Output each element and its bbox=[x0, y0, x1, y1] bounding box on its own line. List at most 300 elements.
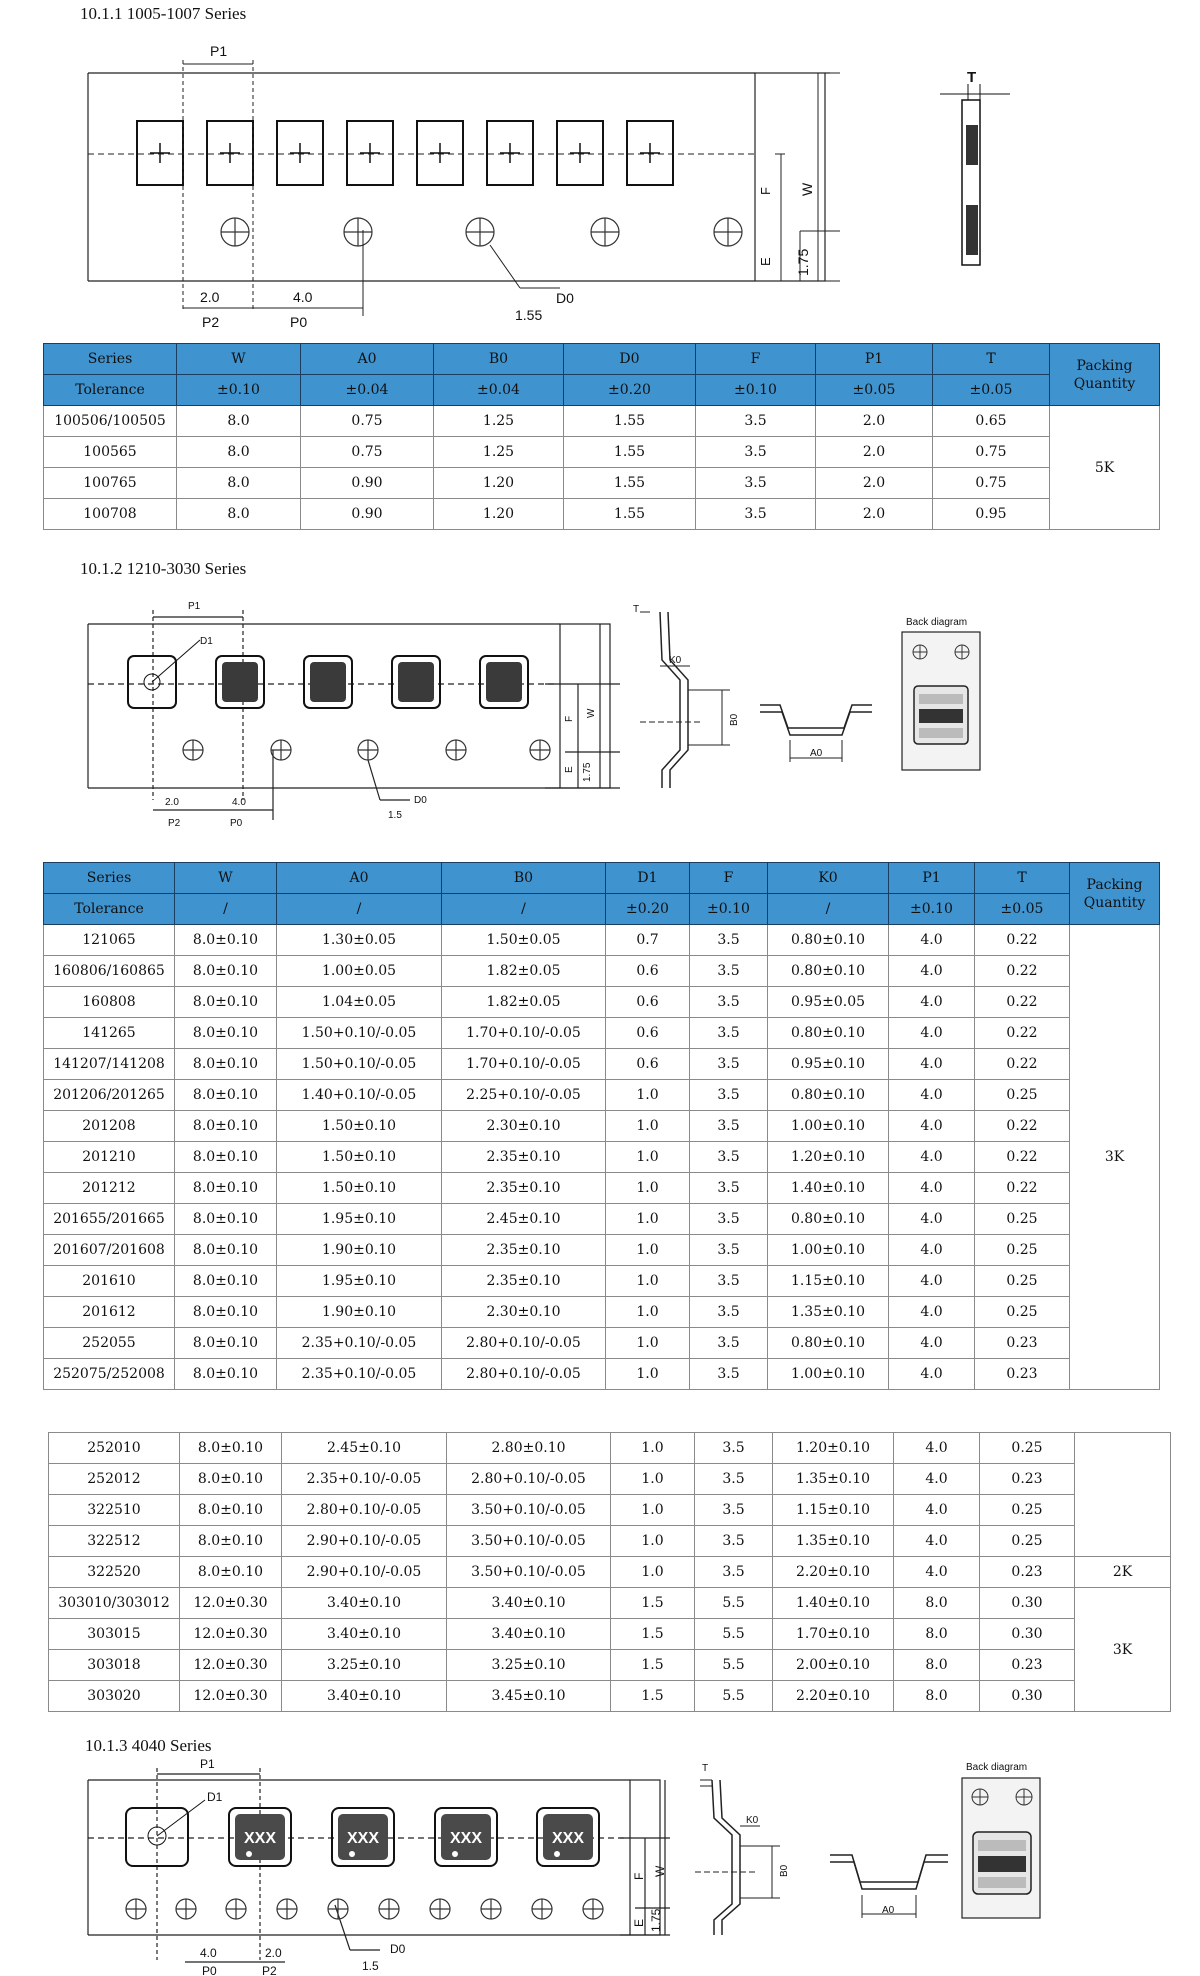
table-cell: 1.35±0.10 bbox=[773, 1464, 894, 1495]
column-header: W bbox=[175, 863, 277, 894]
table-cell: 0.22 bbox=[975, 1049, 1070, 1080]
w-label: W bbox=[586, 708, 597, 718]
f-label: F bbox=[758, 187, 773, 195]
table-cell: 4.0 bbox=[894, 1495, 980, 1526]
table-cell: 4.0 bbox=[889, 1111, 975, 1142]
table-cell: 1.0 bbox=[611, 1495, 695, 1526]
table-cell: 160808 bbox=[44, 987, 175, 1018]
table-cell: 2.90+0.10/-0.05 bbox=[282, 1557, 447, 1588]
table-cell: 4.0 bbox=[889, 1328, 975, 1359]
table-cell: 0.22 bbox=[975, 956, 1070, 987]
table-cell: 4.0 bbox=[894, 1464, 980, 1495]
marking-text: XXX bbox=[346, 1830, 380, 1847]
b0-label: B0 bbox=[779, 1864, 790, 1877]
table-cell: 1.90±0.10 bbox=[277, 1235, 442, 1266]
table-cell: 1.90±0.10 bbox=[277, 1297, 442, 1328]
table-cell: 1.40±0.10 bbox=[773, 1588, 894, 1619]
table-cell: 0.75 bbox=[301, 437, 434, 468]
table-cell: 4.0 bbox=[889, 1142, 975, 1173]
dim-1-75: 1.75 bbox=[795, 248, 811, 276]
table-cell: 8.0 bbox=[177, 499, 301, 530]
table-cell: 252012 bbox=[49, 1464, 180, 1495]
e-label: E bbox=[758, 257, 773, 266]
table-cell: 3.40±0.10 bbox=[447, 1619, 611, 1650]
table-cell: 201610 bbox=[44, 1266, 175, 1297]
packing-quantity-header: Packing Quantity bbox=[1050, 344, 1160, 406]
table-cell: 0.25 bbox=[975, 1266, 1070, 1297]
tolerance-cell: / bbox=[277, 894, 442, 925]
table-cell: 3.5 bbox=[690, 1297, 768, 1328]
table-cell: 3.40±0.10 bbox=[282, 1619, 447, 1650]
column-header: B0 bbox=[442, 863, 606, 894]
dim-2-0: 2.0 bbox=[165, 797, 179, 808]
table-cell: 201206/201265 bbox=[44, 1080, 175, 1111]
table-cell: 0.25 bbox=[980, 1433, 1075, 1464]
table-cell: 1.82±0.05 bbox=[442, 956, 606, 987]
table-cell: 100565 bbox=[44, 437, 177, 468]
packing-quantity-cell: 5K bbox=[1050, 406, 1160, 530]
table-cell: 0.6 bbox=[606, 956, 690, 987]
column-header: A0 bbox=[277, 863, 442, 894]
p1-label: P1 bbox=[200, 1757, 215, 1771]
table-cell: 3.5 bbox=[695, 1526, 773, 1557]
table-cell: 0.25 bbox=[975, 1080, 1070, 1111]
table-cell: 1.0 bbox=[606, 1204, 690, 1235]
table-cell: 12.0±0.30 bbox=[180, 1650, 282, 1681]
table-cell: 3.25±0.10 bbox=[282, 1650, 447, 1681]
table-cell: 1.0 bbox=[611, 1464, 695, 1495]
table-cell: 0.95±0.10 bbox=[768, 1049, 889, 1080]
table-cell: 1.15±0.10 bbox=[768, 1266, 889, 1297]
tolerance-cell: ±0.05 bbox=[933, 375, 1050, 406]
tolerance-cell: / bbox=[442, 894, 606, 925]
f-label: F bbox=[632, 1872, 646, 1880]
table-cell: 1.70+0.10/-0.05 bbox=[442, 1049, 606, 1080]
table-cell: 303018 bbox=[49, 1650, 180, 1681]
table-cell: 201607/201608 bbox=[44, 1235, 175, 1266]
table-cell: 1.25 bbox=[434, 406, 564, 437]
packing-quantity-header: Packing Quantity bbox=[1070, 863, 1160, 925]
table-cell: 2.35±0.10 bbox=[442, 1173, 606, 1204]
table-cell: 1.20 bbox=[434, 499, 564, 530]
e-label: E bbox=[632, 1918, 646, 1927]
table-cell: 1.95±0.10 bbox=[277, 1266, 442, 1297]
e-label: E bbox=[564, 766, 575, 773]
dim-1-75: 1.75 bbox=[649, 1908, 663, 1932]
table-cell: 1.82±0.05 bbox=[442, 987, 606, 1018]
table-cell: 8.0±0.10 bbox=[175, 1173, 277, 1204]
table-cell: 2.35±0.10 bbox=[442, 1266, 606, 1297]
table-cell: 2.80+0.10/-0.05 bbox=[447, 1464, 611, 1495]
table-cell: 5.5 bbox=[695, 1588, 773, 1619]
table-cell: 2.20±0.10 bbox=[773, 1681, 894, 1712]
back-diagram-label: Back diagram bbox=[906, 617, 968, 628]
table-cell: 1.40±0.10 bbox=[768, 1173, 889, 1204]
table-cell: 8.0 bbox=[894, 1619, 980, 1650]
table-cell: 4.0 bbox=[889, 1235, 975, 1266]
w-label: W bbox=[653, 1865, 667, 1877]
table-cell: 0.6 bbox=[606, 987, 690, 1018]
column-header: K0 bbox=[768, 863, 889, 894]
table-cell: 2.20±0.10 bbox=[773, 1557, 894, 1588]
column-header: D1 bbox=[606, 863, 690, 894]
table-cell: 8.0 bbox=[177, 406, 301, 437]
table-cell: 0.80±0.10 bbox=[768, 925, 889, 956]
table-cell: 1.20±0.10 bbox=[768, 1142, 889, 1173]
table-cell: 8.0±0.10 bbox=[175, 1359, 277, 1390]
table-cell: 4.0 bbox=[889, 1173, 975, 1204]
table-cell: 2.0 bbox=[816, 468, 933, 499]
section-title-4040: 10.1.3 4040 Series bbox=[85, 1736, 212, 1755]
table-cell: 3.5 bbox=[690, 1049, 768, 1080]
table-cell: 1.0 bbox=[606, 1297, 690, 1328]
f-label: F bbox=[564, 715, 575, 722]
table-cell: 4.0 bbox=[889, 1049, 975, 1080]
column-header: B0 bbox=[434, 344, 564, 375]
table-cell: 1.0 bbox=[606, 1142, 690, 1173]
table-cell: 2.35±0.10 bbox=[442, 1142, 606, 1173]
table-cell: 3.25±0.10 bbox=[447, 1650, 611, 1681]
table-cell: 3.5 bbox=[696, 437, 816, 468]
table-cell: 8.0±0.10 bbox=[175, 956, 277, 987]
table-cell: 0.25 bbox=[980, 1526, 1075, 1557]
table-cell: 100765 bbox=[44, 468, 177, 499]
tolerance-cell: ±0.20 bbox=[564, 375, 696, 406]
table-cell: 1.0 bbox=[611, 1526, 695, 1557]
table-cell: 1.95±0.10 bbox=[277, 1204, 442, 1235]
tolerance-cell: Tolerance bbox=[44, 894, 175, 925]
table-cell: 5.5 bbox=[695, 1650, 773, 1681]
table-cell: 0.23 bbox=[980, 1650, 1075, 1681]
table-cell: 4.0 bbox=[889, 925, 975, 956]
table-cell: 2.80+0.10/-0.05 bbox=[442, 1328, 606, 1359]
tolerance-cell: ±0.04 bbox=[434, 375, 564, 406]
k0-label: K0 bbox=[746, 1815, 759, 1826]
table-cell: 3.50+0.10/-0.05 bbox=[447, 1526, 611, 1557]
table-cell: 1.70±0.10 bbox=[773, 1619, 894, 1650]
table-cell: 3.5 bbox=[690, 987, 768, 1018]
table-cell: 8.0 bbox=[177, 437, 301, 468]
table-cell: 3.5 bbox=[690, 1142, 768, 1173]
table-cell: 1.00±0.05 bbox=[277, 956, 442, 987]
a0-label: A0 bbox=[810, 748, 823, 759]
column-header: P1 bbox=[816, 344, 933, 375]
section-title-1005: 10.1.1 1005-1007 Series bbox=[80, 4, 247, 23]
table-cell: 3.5 bbox=[695, 1433, 773, 1464]
table-cell: 3.40±0.10 bbox=[282, 1588, 447, 1619]
table-cell: 1.55 bbox=[564, 437, 696, 468]
table-cell: 3.45±0.10 bbox=[447, 1681, 611, 1712]
table-cell: 3.5 bbox=[695, 1495, 773, 1526]
d0-label: D0 bbox=[390, 1942, 406, 1956]
table-cell: 0.25 bbox=[975, 1297, 1070, 1328]
t-label: T bbox=[702, 1763, 709, 1774]
table-cell: 3.5 bbox=[690, 1018, 768, 1049]
table-cell: 3.5 bbox=[696, 499, 816, 530]
tolerance-cell: ±0.10 bbox=[889, 894, 975, 925]
table-cell: 1.5 bbox=[611, 1619, 695, 1650]
table-cell: 2.90+0.10/-0.05 bbox=[282, 1526, 447, 1557]
dim-1-75: 1.75 bbox=[582, 762, 593, 782]
section-title-1210: 10.1.2 1210-3030 Series bbox=[80, 559, 247, 578]
table-cell: 0.30 bbox=[980, 1619, 1075, 1650]
table-cell: 0.95 bbox=[933, 499, 1050, 530]
tolerance-cell: ±0.10 bbox=[177, 375, 301, 406]
table-cell: 4.0 bbox=[894, 1557, 980, 1588]
table-cell: 0.22 bbox=[975, 1173, 1070, 1204]
table-cell: 0.22 bbox=[975, 925, 1070, 956]
table-cell: 2.25+0.10/-0.05 bbox=[442, 1080, 606, 1111]
dim-2-0: 2.0 bbox=[265, 1946, 282, 1960]
table-cell: 1.5 bbox=[611, 1588, 695, 1619]
table-cell: 1.50+0.10/-0.05 bbox=[277, 1018, 442, 1049]
table-cell: 8.0±0.10 bbox=[175, 1204, 277, 1235]
tolerance-cell: ±0.05 bbox=[816, 375, 933, 406]
table-cell: 0.80±0.10 bbox=[768, 1080, 889, 1111]
table-cell: 4.0 bbox=[889, 1018, 975, 1049]
table-cell: 3.50+0.10/-0.05 bbox=[447, 1557, 611, 1588]
table-cell: 3.5 bbox=[690, 1080, 768, 1111]
p0-label: P0 bbox=[290, 314, 308, 330]
packing-quantity-cell: 2K bbox=[1075, 1557, 1171, 1588]
table-cell: 201655/201665 bbox=[44, 1204, 175, 1235]
packing-quantity-cell: 3K bbox=[1075, 1588, 1171, 1712]
table-cell: 8.0 bbox=[894, 1681, 980, 1712]
table-cell: 1.30±0.05 bbox=[277, 925, 442, 956]
table-cell: 8.0±0.10 bbox=[175, 1328, 277, 1359]
table-cell: 100708 bbox=[44, 499, 177, 530]
table-cell: 0.22 bbox=[975, 1142, 1070, 1173]
table-cell: 12.0±0.30 bbox=[180, 1681, 282, 1712]
table-cell: 0.30 bbox=[980, 1588, 1075, 1619]
table-cell: 8.0±0.10 bbox=[180, 1557, 282, 1588]
table-cell: 4.0 bbox=[894, 1526, 980, 1557]
t-label: T bbox=[967, 69, 977, 86]
table-cell: 0.80±0.10 bbox=[768, 956, 889, 987]
table-cell: 3.5 bbox=[690, 1266, 768, 1297]
table-cell: 201210 bbox=[44, 1142, 175, 1173]
table-cell: 1.20 bbox=[434, 468, 564, 499]
table-cell: 3.5 bbox=[690, 1235, 768, 1266]
table-cell: 0.22 bbox=[975, 1018, 1070, 1049]
table-cell: 3.5 bbox=[690, 925, 768, 956]
d0-value: 1.55 bbox=[515, 307, 543, 323]
table-cell: 5.5 bbox=[695, 1619, 773, 1650]
table-cell: 2.45±0.10 bbox=[282, 1433, 447, 1464]
table-cell: 252075/252008 bbox=[44, 1359, 175, 1390]
table-cell: 3.5 bbox=[696, 406, 816, 437]
table-cell: 1.50±0.10 bbox=[277, 1173, 442, 1204]
table-cell: 0.95±0.05 bbox=[768, 987, 889, 1018]
tolerance-cell: / bbox=[175, 894, 277, 925]
table-cell: 0.22 bbox=[975, 1111, 1070, 1142]
p1-label: P1 bbox=[188, 601, 201, 612]
table-cell: 3.5 bbox=[690, 956, 768, 987]
d1-label: D1 bbox=[207, 1790, 223, 1804]
dim-4-0: 4.0 bbox=[200, 1946, 217, 1960]
table-cell: 0.75 bbox=[933, 468, 1050, 499]
marking-text: XXX bbox=[243, 1830, 277, 1847]
column-header: F bbox=[696, 344, 816, 375]
table-cell: 12.0±0.30 bbox=[180, 1588, 282, 1619]
b0-label: B0 bbox=[729, 713, 740, 726]
table-cell: 1.0 bbox=[606, 1080, 690, 1111]
packing-quantity-cell: 3K bbox=[1070, 925, 1160, 1390]
table-cell: 2.45±0.10 bbox=[442, 1204, 606, 1235]
table-cell: 0.90 bbox=[301, 499, 434, 530]
table-cell: 0.23 bbox=[975, 1359, 1070, 1390]
table-cell: 4.0 bbox=[889, 1297, 975, 1328]
table-cell: 5.5 bbox=[695, 1681, 773, 1712]
table-cell: 1.40+0.10/-0.05 bbox=[277, 1080, 442, 1111]
table-cell: 8.0±0.10 bbox=[175, 925, 277, 956]
table-cell: 0.23 bbox=[980, 1464, 1075, 1495]
table-cell: 8.0±0.10 bbox=[175, 1080, 277, 1111]
table-cell: 8.0 bbox=[894, 1650, 980, 1681]
table-cell: 1.25 bbox=[434, 437, 564, 468]
table-cell: 2.80+0.10/-0.05 bbox=[442, 1359, 606, 1390]
table-cell: 8.0±0.10 bbox=[180, 1464, 282, 1495]
table-cell: 1.00±0.10 bbox=[768, 1111, 889, 1142]
table-cell: 1.0 bbox=[606, 1328, 690, 1359]
tolerance-cell: ±0.10 bbox=[690, 894, 768, 925]
table-cell: 3.50+0.10/-0.05 bbox=[447, 1495, 611, 1526]
table-cell: 2.80+0.10/-0.05 bbox=[282, 1495, 447, 1526]
table-cell: 3.5 bbox=[690, 1359, 768, 1390]
table-cell: 100506/100505 bbox=[44, 406, 177, 437]
dim-4-0: 4.0 bbox=[293, 289, 313, 305]
d0-label: D0 bbox=[414, 795, 427, 806]
tolerance-cell: ±0.20 bbox=[606, 894, 690, 925]
table-cell: 1.55 bbox=[564, 499, 696, 530]
k0-label: K0 bbox=[669, 655, 682, 666]
table-cell: 8.0 bbox=[177, 468, 301, 499]
table-cell: 201612 bbox=[44, 1297, 175, 1328]
table-cell: 1.50+0.10/-0.05 bbox=[277, 1049, 442, 1080]
table-cell: 3.40±0.10 bbox=[282, 1681, 447, 1712]
table-cell: 0.75 bbox=[933, 437, 1050, 468]
table-cell: 4.0 bbox=[889, 1266, 975, 1297]
table-cell: 1.15±0.10 bbox=[773, 1495, 894, 1526]
table-cell: 8.0±0.10 bbox=[175, 1049, 277, 1080]
table-cell: 2.30±0.10 bbox=[442, 1111, 606, 1142]
table-cell: 8.0±0.10 bbox=[180, 1526, 282, 1557]
table-cell: 0.80±0.10 bbox=[768, 1018, 889, 1049]
table-cell: 322512 bbox=[49, 1526, 180, 1557]
table-cell: 1.55 bbox=[564, 468, 696, 499]
table-cell: 4.0 bbox=[894, 1433, 980, 1464]
table-cell: 4.0 bbox=[889, 1204, 975, 1235]
table-cell: 8.0±0.10 bbox=[175, 987, 277, 1018]
table-cell: 8.0±0.10 bbox=[175, 1018, 277, 1049]
table-cell: 12.0±0.30 bbox=[180, 1619, 282, 1650]
column-header: Series bbox=[44, 863, 175, 894]
table-cell: 8.0±0.10 bbox=[175, 1142, 277, 1173]
p0-label: P0 bbox=[202, 1964, 217, 1976]
table-cell: 4.0 bbox=[889, 1359, 975, 1390]
table-cell: 3.5 bbox=[690, 1111, 768, 1142]
table-cell: 8.0 bbox=[894, 1588, 980, 1619]
table-cell: 0.80±0.10 bbox=[768, 1328, 889, 1359]
d1-label: D1 bbox=[200, 636, 213, 647]
table-cell: 201208 bbox=[44, 1111, 175, 1142]
table-cell: 8.0±0.10 bbox=[175, 1266, 277, 1297]
table-cell: 0.23 bbox=[980, 1557, 1075, 1588]
table-cell: 303010/303012 bbox=[49, 1588, 180, 1619]
table-cell: 0.23 bbox=[975, 1328, 1070, 1359]
table-cell: 2.0 bbox=[816, 437, 933, 468]
table-cell: 8.0±0.10 bbox=[180, 1433, 282, 1464]
w-label: W bbox=[799, 182, 815, 196]
table-cell: 121065 bbox=[44, 925, 175, 956]
column-header: T bbox=[933, 344, 1050, 375]
table-cell: 0.65 bbox=[933, 406, 1050, 437]
table-cell: 141265 bbox=[44, 1018, 175, 1049]
table-cell: 160806/160865 bbox=[44, 956, 175, 987]
table-cell: 303015 bbox=[49, 1619, 180, 1650]
t-label: T bbox=[633, 604, 640, 615]
table-cell: 1.0 bbox=[606, 1359, 690, 1390]
dim-4-0: 4.0 bbox=[232, 797, 246, 808]
column-header: F bbox=[690, 863, 768, 894]
table-cell: 322520 bbox=[49, 1557, 180, 1588]
table-cell: 252010 bbox=[49, 1433, 180, 1464]
table-cell: 3.5 bbox=[690, 1204, 768, 1235]
table-cell: 1.35±0.10 bbox=[773, 1526, 894, 1557]
table-cell: 4.0 bbox=[889, 987, 975, 1018]
d0-value: 1.5 bbox=[388, 810, 402, 821]
table-cell: 2.0 bbox=[816, 499, 933, 530]
table-cell: 8.0±0.10 bbox=[175, 1297, 277, 1328]
table-cell: 1.0 bbox=[611, 1557, 695, 1588]
table-cell: 1.50±0.10 bbox=[277, 1111, 442, 1142]
tolerance-cell: / bbox=[768, 894, 889, 925]
table-cell: 201212 bbox=[44, 1173, 175, 1204]
table-cell: 1.5 bbox=[611, 1650, 695, 1681]
a0-label: A0 bbox=[882, 1905, 895, 1916]
table-cell: 1.5 bbox=[611, 1681, 695, 1712]
table-cell: 2.80±0.10 bbox=[447, 1433, 611, 1464]
table-cell: 2.00±0.10 bbox=[773, 1650, 894, 1681]
table-cell: 1.00±0.10 bbox=[768, 1235, 889, 1266]
column-header: P1 bbox=[889, 863, 975, 894]
tolerance-cell: Tolerance bbox=[44, 375, 177, 406]
table-cell: 0.30 bbox=[980, 1681, 1075, 1712]
marking-text: XXX bbox=[449, 1830, 483, 1847]
back-diagram-label: Back diagram bbox=[966, 1762, 1028, 1773]
p2-label: P2 bbox=[168, 818, 181, 829]
table-cell: 322510 bbox=[49, 1495, 180, 1526]
table-cell: 8.0±0.10 bbox=[175, 1235, 277, 1266]
column-header: D0 bbox=[564, 344, 696, 375]
table-cell: 1.00±0.10 bbox=[768, 1359, 889, 1390]
table-cell: 0.6 bbox=[606, 1018, 690, 1049]
table-cell: 1.0 bbox=[611, 1433, 695, 1464]
column-header: T bbox=[975, 863, 1070, 894]
dim-2-0: 2.0 bbox=[200, 289, 220, 305]
p0-label: P0 bbox=[230, 818, 243, 829]
table-cell: 3.5 bbox=[696, 468, 816, 499]
table-cell: 0.75 bbox=[301, 406, 434, 437]
table-cell: 4.0 bbox=[889, 1080, 975, 1111]
p2-label: P2 bbox=[262, 1964, 277, 1976]
table-cell: 0.80±0.10 bbox=[768, 1204, 889, 1235]
table-cell: 1.0 bbox=[606, 1235, 690, 1266]
table-cell: 8.0±0.10 bbox=[180, 1495, 282, 1526]
table-cell: 1.0 bbox=[606, 1173, 690, 1204]
table-cell: 1.50±0.10 bbox=[277, 1142, 442, 1173]
column-header: Series bbox=[44, 344, 177, 375]
